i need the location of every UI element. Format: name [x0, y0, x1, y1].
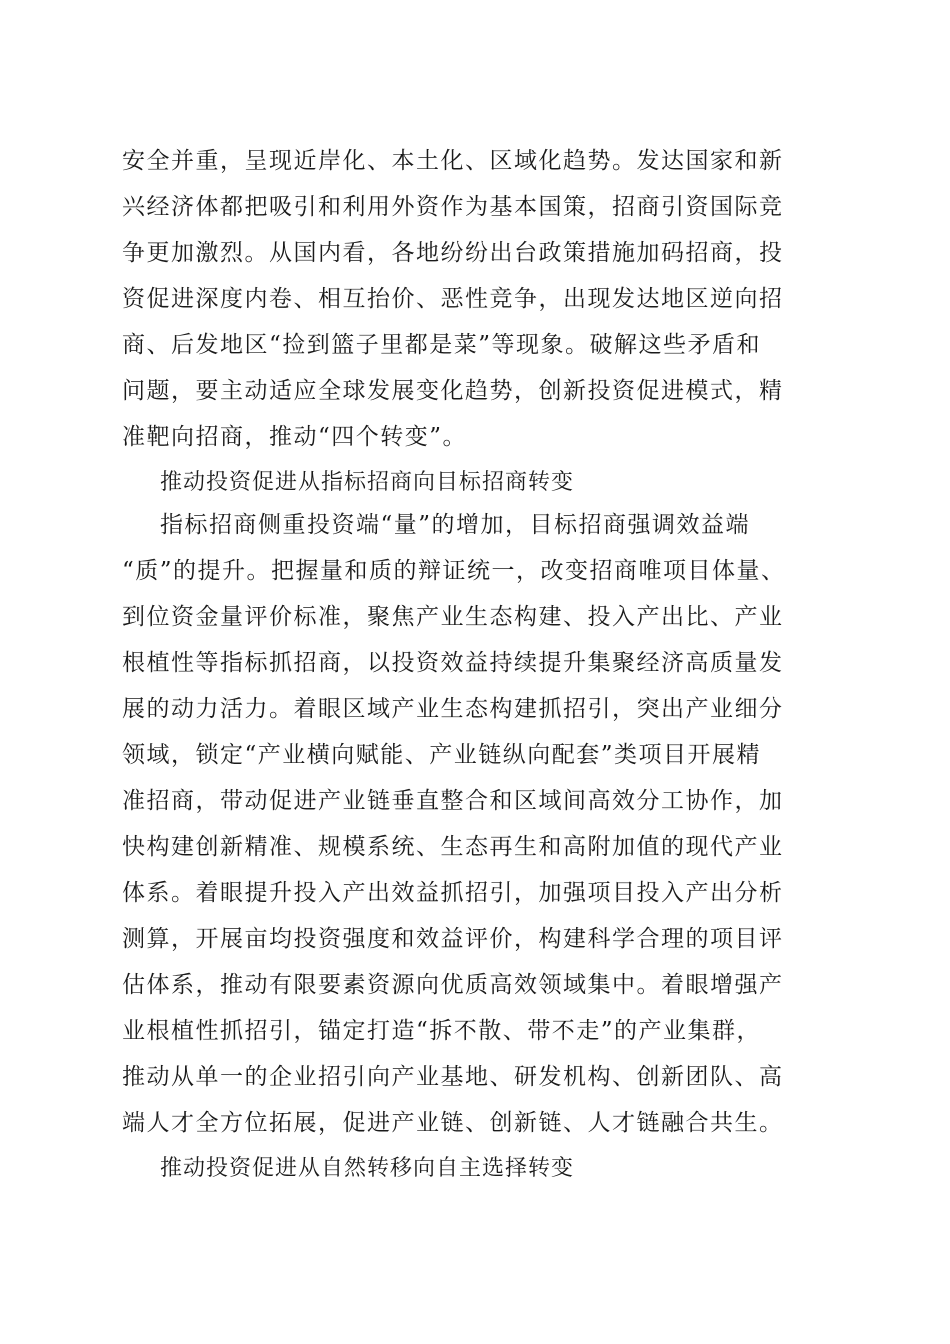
paragraph-line: 指标招商侧重投资端“量”的增加，目标招商强调效益端 [160, 512, 751, 538]
paragraph-line: 推动从单一的企业招引向产业基地、研发机构、创新团队、高 [122, 1064, 784, 1090]
paragraph-line: 兴经济体都把吸引和利用外资作为基本国策，招商引资国际竞 [122, 194, 784, 220]
paragraph-line: 展的动力活力。着眼区域产业生态构建抓招引，突出产业细分 [122, 696, 784, 722]
paragraph-line: 体系。着眼提升投入产出效益抓招引，加强项目投入产出分析 [122, 880, 784, 906]
paragraph-line: 端人才全方位拓展，促进产业链、创新链、人才链融合共生。 [122, 1110, 784, 1136]
paragraph-line: 安全并重，呈现近岸化、本土化、区域化趋势。发达国家和新 [122, 148, 784, 174]
section-heading: 推动投资促进从自然转移向自主选择转变 [160, 1156, 575, 1181]
paragraph-line: 根植性等指标抓招商，以投资效益持续提升集聚经济高质量发 [122, 650, 784, 676]
paragraph-line: 快构建创新精准、规模系统、生态再生和高附加值的现代产业 [122, 834, 784, 860]
paragraph-line: 到位资金量评价标准，聚焦产业生态构建、投入产出比、产业 [122, 604, 784, 630]
paragraph-line: 争更加激烈。从国内看，各地纷纷出台政策措施加码招商，投 [122, 240, 784, 266]
paragraph-line: 准招商，带动促进产业链垂直整合和区域间高效分工协作，加 [122, 788, 784, 814]
paragraph-line: 准靶向招商，推动“四个转变”。 [122, 424, 468, 450]
document-body [122, 141, 832, 1181]
paragraph-line: 估体系，推动有限要素资源向优质高效领域集中。着眼增强产 [122, 972, 784, 998]
paragraph-line: “质”的提升。把握量和质的辩证统一，改变招商唯项目体量、 [122, 558, 786, 584]
paragraph-line: 资促进深度内卷、相互抬价、恶性竞争，出现发达地区逆向招 [122, 286, 784, 312]
paragraph-line: 业根植性抓招引，锚定打造“拆不散、带不走”的产业集群， [122, 1018, 762, 1044]
paragraph-line: 领域，锁定“产业横向赋能、产业链纵向配套”类项目开展精 [122, 742, 762, 768]
paragraph-line: 商、后发地区“捡到篮子里都是菜”等现象。破解这些矛盾和 [122, 332, 762, 358]
section-heading: 推动投资促进从指标招商向目标招商转变 [160, 470, 575, 495]
paragraph-line: 测算，开展亩均投资强度和效益评价，构建科学合理的项目评 [122, 926, 784, 952]
paragraph-line: 问题，要主动适应全球发展变化趋势，创新投资促进模式，精 [122, 378, 784, 404]
